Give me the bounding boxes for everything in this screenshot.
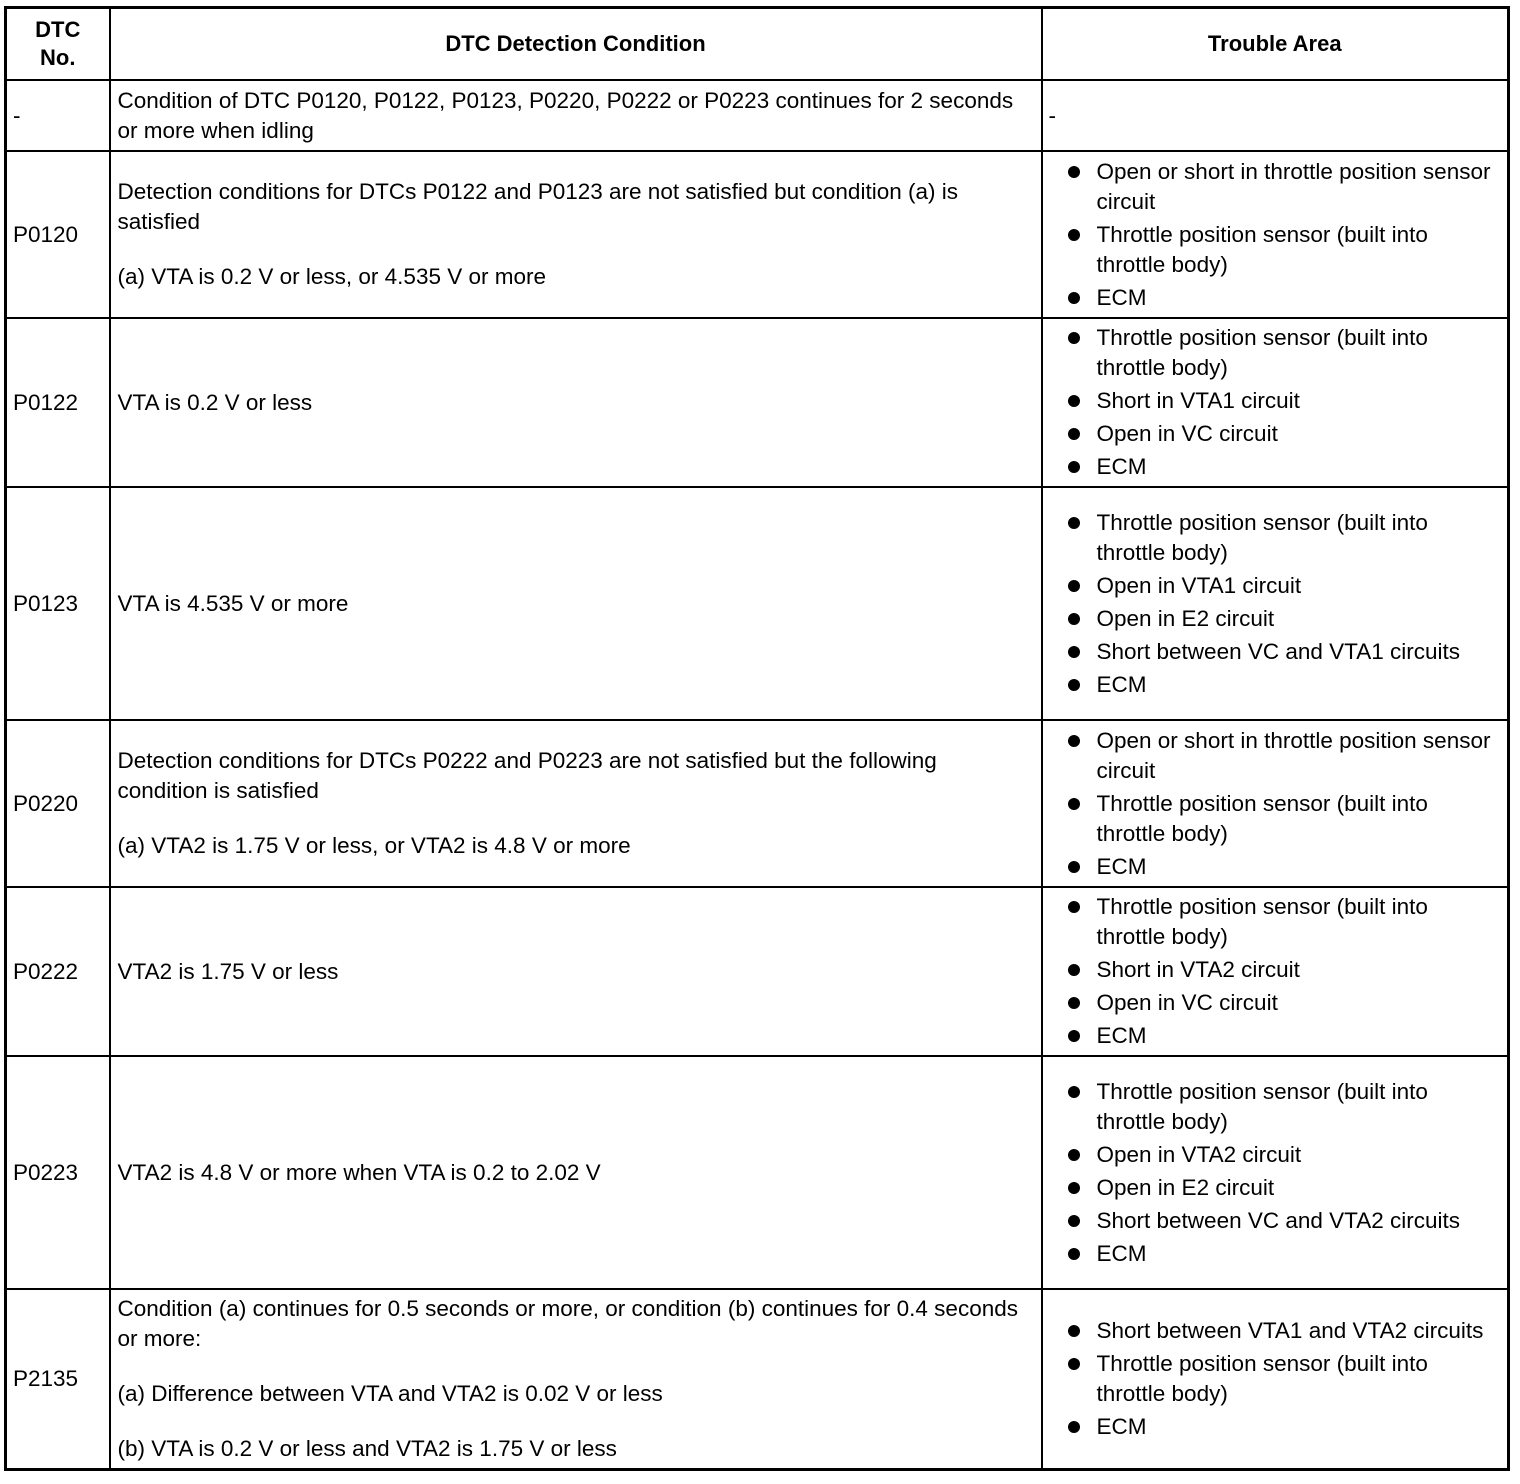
detection-condition — [110, 151, 1042, 318]
list-item — [1065, 323, 1500, 383]
dtc-code: - — [6, 80, 110, 151]
table-row — [6, 487, 1509, 720]
list-item — [1065, 988, 1500, 1018]
trouble-area-list — [1065, 892, 1500, 1051]
trouble-area-item: Open or short in throttle position sensor circuit — [1096, 158, 1491, 214]
trouble-area-item: ECM — [1096, 853, 1147, 879]
trouble-area-item: ECM — [1096, 671, 1147, 697]
trouble-area-item: Open in VC circuit — [1096, 990, 1278, 1015]
bullet-icon — [1068, 964, 1080, 976]
bullet-icon — [1068, 901, 1080, 913]
detection-condition — [110, 887, 1042, 1056]
list-item — [1065, 1173, 1500, 1203]
bullet-icon — [1068, 517, 1080, 529]
trouble-area-item: Throttle position sensor (built into throttle body) — [1096, 509, 1428, 565]
list-item — [1065, 452, 1500, 482]
trouble-area-list — [1065, 1316, 1500, 1442]
dtc-code: P0120 — [6, 151, 110, 318]
bullet-icon — [1068, 1421, 1080, 1433]
trouble-area — [1042, 1289, 1509, 1470]
condition-text: Detection conditions for DTCs P0222 and P0223 are not satisfied but the following condition is satisfied — [117, 748, 937, 803]
bullet-icon — [1068, 861, 1080, 873]
trouble-area-item: Throttle position sensor (built into throttle body) — [1096, 894, 1428, 949]
trouble-area-item: Open or short in throttle position sensor circuit — [1096, 727, 1491, 783]
trouble-area — [1042, 318, 1509, 487]
trouble-area-item: Open in VC circuit — [1096, 421, 1278, 446]
bullet-icon — [1068, 679, 1080, 691]
trouble-area-item: Short between VTA1 and VTA2 circuits — [1096, 1318, 1484, 1343]
table-row — [6, 151, 1509, 318]
condition-text: (a) VTA2 is 1.75 V or less, or VTA2 is 4.8 V or more — [117, 833, 631, 858]
table-body — [6, 80, 1509, 1470]
condition-text: Condition of DTC P0120, P0122, P0123, P0220, P0222 or P0223 continues for 2 seconds or more when idling — [117, 87, 1014, 143]
header-row — [6, 8, 1509, 81]
detection-condition — [110, 1289, 1042, 1470]
bullet-icon — [1068, 580, 1080, 592]
table-row — [6, 80, 1509, 151]
table-row — [6, 887, 1509, 1056]
trouble-area-item: Short between VC and VTA2 circuits — [1096, 1207, 1461, 1233]
condition-text: Detection conditions for DTCs P0122 and P0123 are not satisfied but condition (a) is satisfied — [117, 179, 958, 234]
trouble-area-item: Open in VTA2 circuit — [1096, 1141, 1302, 1167]
header-detection-condition: DTC Detection Condition — [110, 8, 1042, 81]
list-item — [1065, 852, 1500, 882]
trouble-area-item: ECM — [1096, 454, 1147, 479]
header-trouble-area: Trouble Area — [1042, 8, 1509, 81]
condition-text: VTA2 is 4.8 V or more when VTA is 0.2 to 2.02 V — [117, 1159, 601, 1185]
bullet-icon — [1068, 613, 1080, 625]
trouble-area-item: Throttle position sensor (built into throttle body) — [1096, 790, 1428, 846]
trouble-area — [1042, 1056, 1509, 1289]
dtc-table — [4, 6, 1510, 1471]
condition-text: VTA is 0.2 V or less — [117, 389, 313, 415]
list-item — [1065, 789, 1500, 849]
trouble-area-item: Short between VC and VTA1 circuits — [1096, 638, 1461, 664]
bullet-icon — [1068, 292, 1080, 304]
bullet-icon — [1068, 1358, 1080, 1370]
table-row — [6, 1056, 1509, 1289]
table-row — [6, 720, 1509, 887]
dtc-code: P0122 — [6, 318, 110, 487]
list-item — [1065, 1077, 1500, 1137]
trouble-area-item: ECM — [1096, 1240, 1147, 1266]
table-row — [6, 318, 1509, 487]
trouble-area-item: Open in E2 circuit — [1096, 605, 1275, 631]
trouble-area-item: Throttle position sensor (built into throttle body) — [1096, 1351, 1428, 1406]
condition-text: (b) VTA is 0.2 V or less and VTA2 is 1.75 V or less — [117, 1436, 617, 1461]
list-item — [1065, 283, 1500, 313]
header-dtc-no: DTC No. — [6, 8, 110, 81]
trouble-area-item: Throttle position sensor (built into throttle body) — [1096, 1078, 1428, 1134]
trouble-area — [1042, 80, 1509, 151]
list-item — [1065, 157, 1500, 217]
bullet-icon — [1068, 1030, 1080, 1042]
trouble-area-list — [1065, 323, 1500, 482]
list-item — [1065, 1412, 1500, 1442]
detection-condition — [110, 1056, 1042, 1289]
list-item — [1065, 1316, 1500, 1346]
bullet-icon — [1068, 1215, 1080, 1227]
trouble-area-list — [1065, 157, 1500, 313]
list-item — [1065, 726, 1500, 786]
list-item — [1065, 386, 1500, 416]
bullet-icon — [1068, 1149, 1080, 1161]
trouble-area-item: Throttle position sensor (built into throttle body) — [1096, 325, 1428, 380]
bullet-icon — [1068, 332, 1080, 344]
dtc-code: P0222 — [6, 887, 110, 1056]
table-row — [6, 1289, 1509, 1470]
trouble-area-item: ECM — [1096, 284, 1147, 310]
list-item — [1065, 419, 1500, 449]
bullet-icon — [1068, 1086, 1080, 1098]
list-item — [1065, 220, 1500, 280]
dtc-code: P0123 — [6, 487, 110, 720]
condition-text: VTA2 is 1.75 V or less — [117, 958, 339, 984]
list-item — [1065, 670, 1500, 700]
list-item — [1065, 1206, 1500, 1236]
trouble-area-item: Throttle position sensor (built into throttle body) — [1096, 221, 1428, 277]
trouble-area-item: Short in VTA1 circuit — [1096, 388, 1300, 413]
trouble-area-item: Short in VTA2 circuit — [1096, 957, 1300, 982]
bullet-icon — [1068, 1248, 1080, 1260]
list-item — [1065, 508, 1500, 568]
list-item — [1065, 637, 1500, 667]
trouble-area — [1042, 487, 1509, 720]
list-item — [1065, 1239, 1500, 1269]
list-item — [1065, 1021, 1500, 1051]
list-item — [1065, 1140, 1500, 1170]
trouble-area-list — [1065, 726, 1500, 882]
dtc-code: P2135 — [6, 1289, 110, 1470]
trouble-area-item: Open in E2 circuit — [1096, 1174, 1275, 1200]
trouble-area — [1042, 887, 1509, 1056]
list-item — [1065, 604, 1500, 634]
dtc-code: P0220 — [6, 720, 110, 887]
trouble-area-list — [1065, 1077, 1500, 1269]
bullet-icon — [1068, 229, 1080, 241]
bullet-icon — [1068, 997, 1080, 1009]
trouble-area — [1042, 720, 1509, 887]
bullet-icon — [1068, 428, 1080, 440]
bullet-icon — [1068, 395, 1080, 407]
condition-text: (a) VTA is 0.2 V or less, or 4.535 V or more — [117, 264, 546, 289]
bullet-icon — [1068, 1325, 1080, 1337]
bullet-icon — [1068, 735, 1080, 747]
list-item — [1065, 892, 1500, 952]
detection-condition — [110, 318, 1042, 487]
bullet-icon — [1068, 1182, 1080, 1194]
detection-condition — [110, 487, 1042, 720]
trouble-area-text: - — [1048, 102, 1056, 128]
list-item — [1065, 1349, 1500, 1409]
bullet-icon — [1068, 646, 1080, 658]
trouble-area-list — [1065, 508, 1500, 700]
detection-condition — [110, 80, 1042, 151]
bullet-icon — [1068, 798, 1080, 810]
bullet-icon — [1068, 166, 1080, 178]
condition-text: (a) Difference between VTA and VTA2 is 0.02 V or less — [117, 1381, 663, 1406]
condition-text: VTA is 4.535 V or more — [117, 590, 349, 616]
list-item — [1065, 955, 1500, 985]
trouble-area-item: ECM — [1096, 1414, 1147, 1439]
bullet-icon — [1068, 461, 1080, 473]
condition-text: Condition (a) continues for 0.5 seconds or more, or condition (b) continues for 0.4 seconds or more: — [117, 1296, 1018, 1351]
dtc-code: P0223 — [6, 1056, 110, 1289]
detection-condition — [110, 720, 1042, 887]
trouble-area-item: Open in VTA1 circuit — [1096, 572, 1302, 598]
list-item — [1065, 571, 1500, 601]
trouble-area-item: ECM — [1096, 1023, 1147, 1048]
trouble-area — [1042, 151, 1509, 318]
